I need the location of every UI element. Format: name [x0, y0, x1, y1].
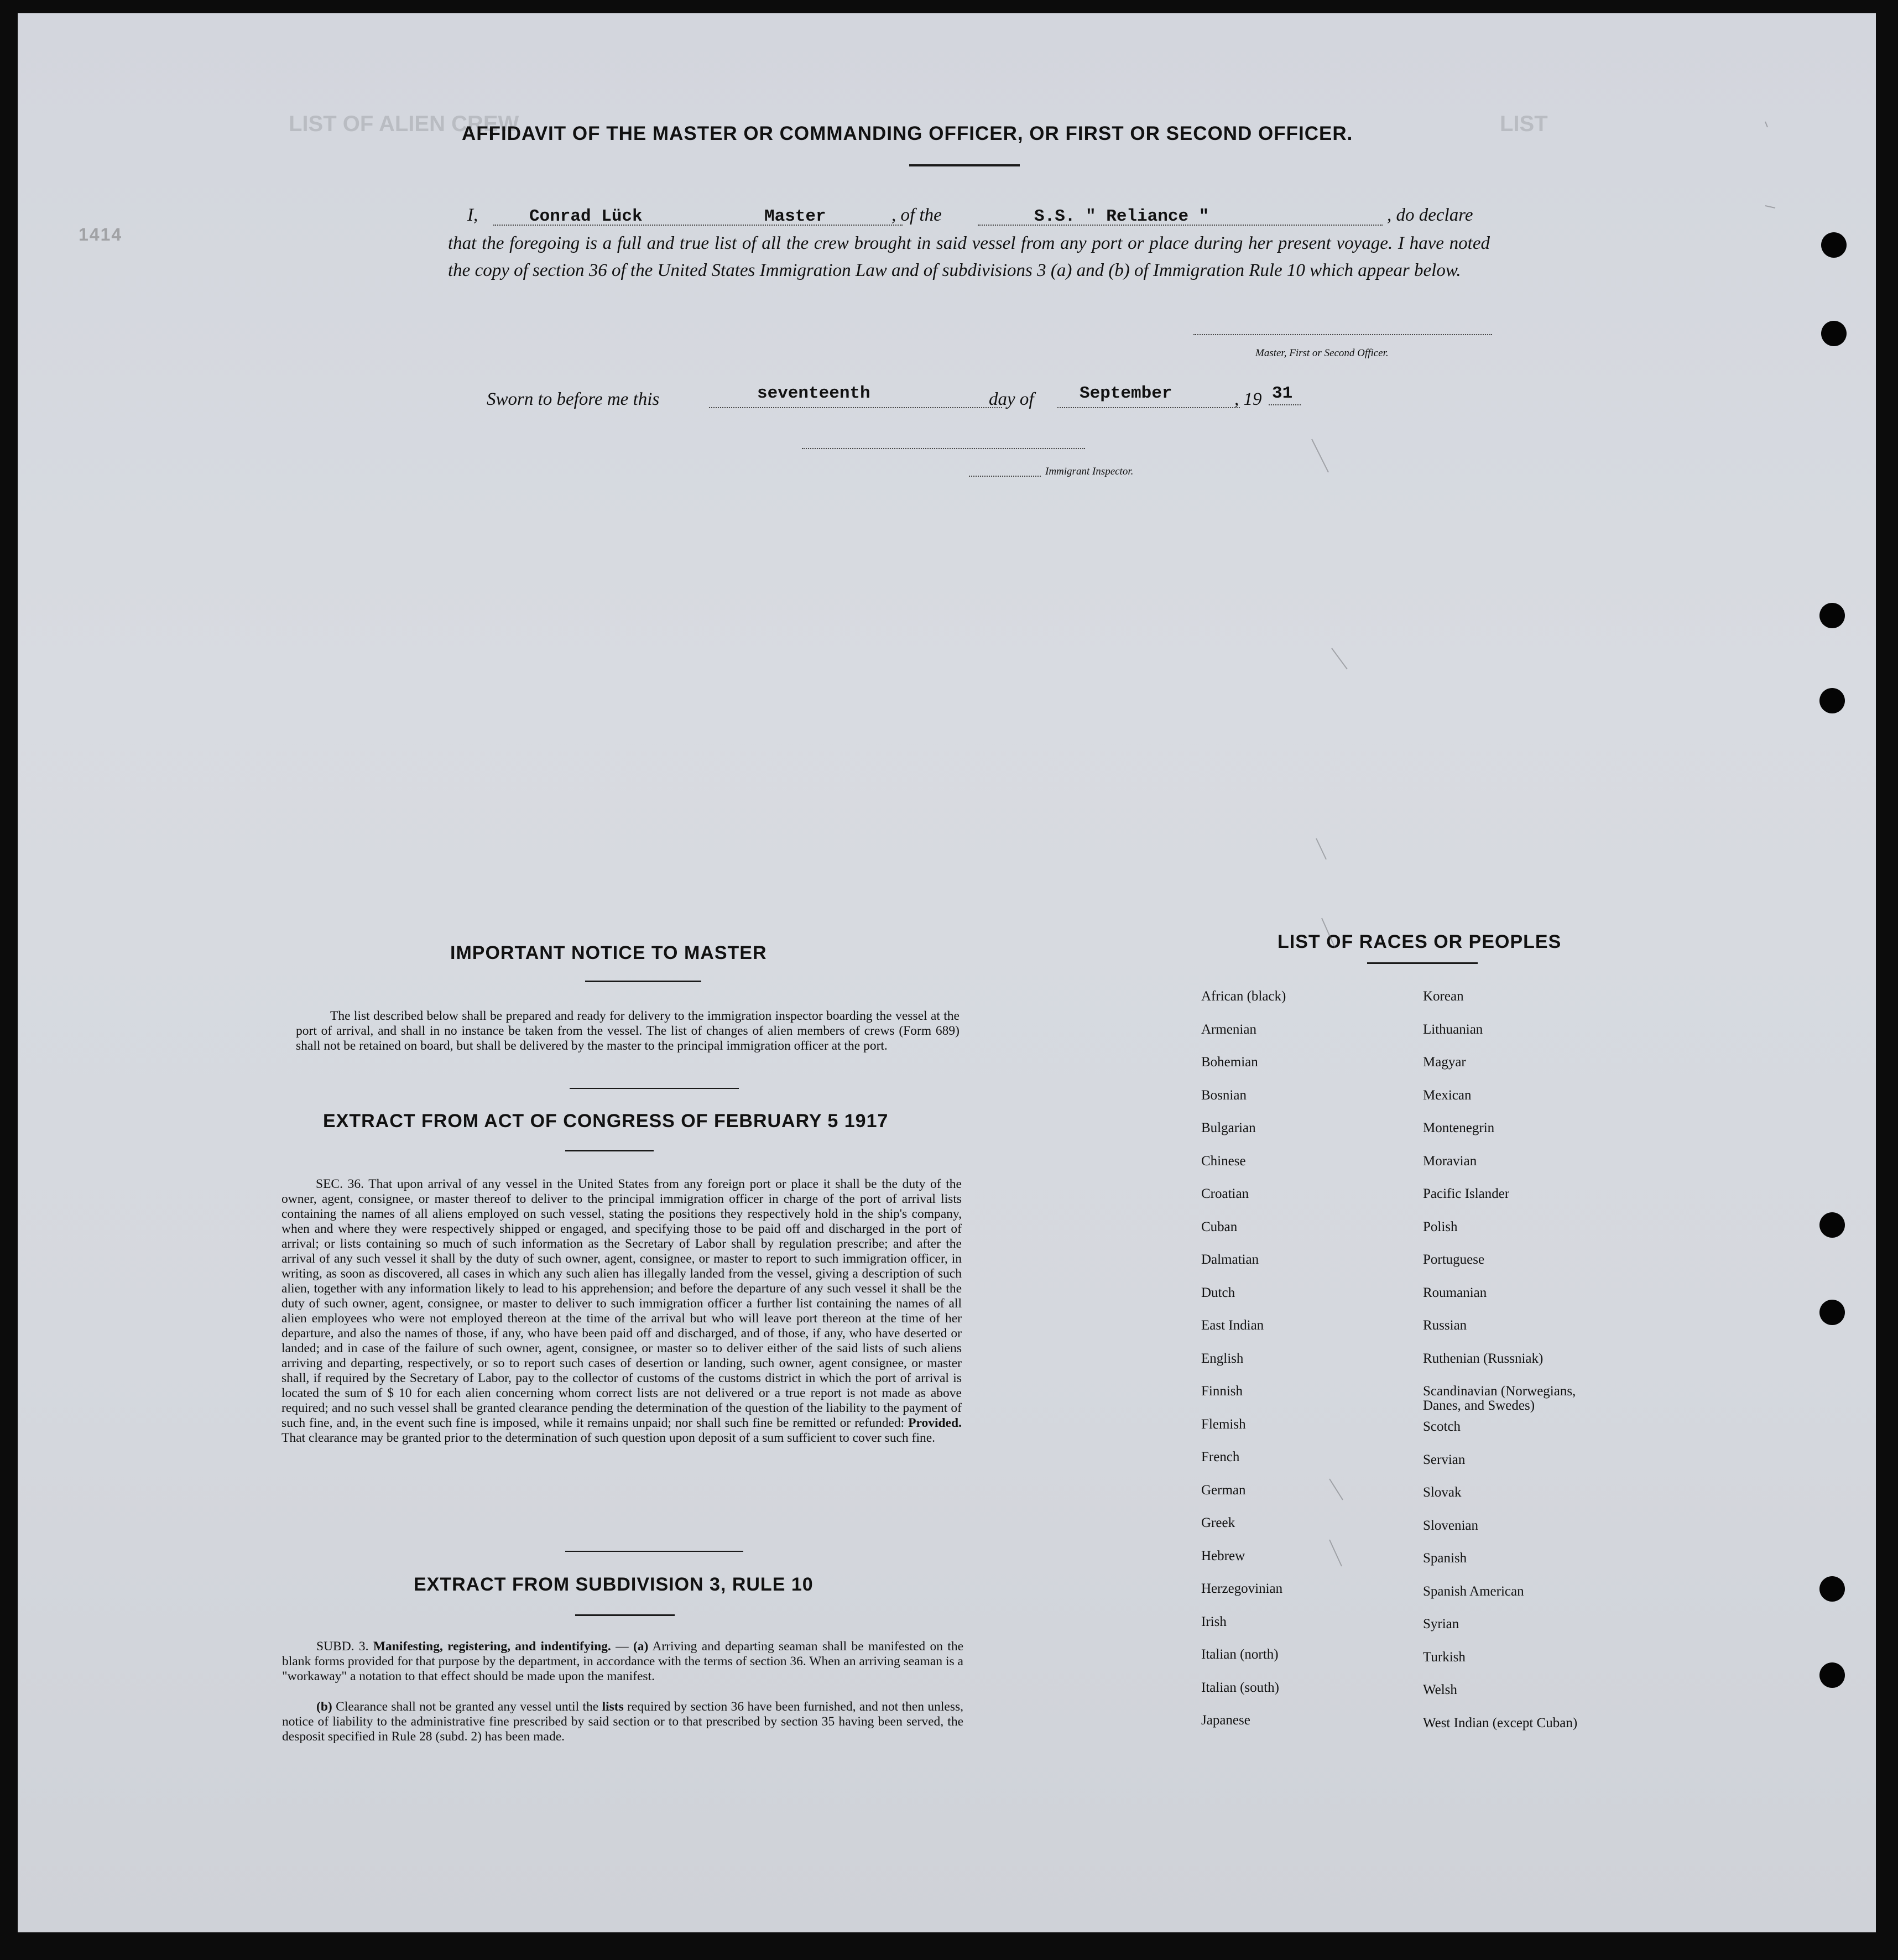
subd-heading: Manifesting, registering, and indentifying. — [373, 1639, 611, 1654]
race-entry: Welsh — [1423, 1682, 1457, 1697]
race-entry: Bohemian — [1201, 1055, 1258, 1070]
race-entry: Dutch — [1201, 1285, 1235, 1300]
punch-hole — [1819, 603, 1845, 628]
race-entry: Finnish — [1201, 1384, 1243, 1399]
race-entry: Herzegovinian — [1201, 1581, 1283, 1596]
inspector-label: Immigrant Inspector. — [1045, 466, 1134, 477]
sworn-text: Sworn to before me this — [487, 389, 660, 409]
punch-hole — [1819, 1300, 1845, 1325]
race-entry: Spanish — [1423, 1551, 1467, 1566]
race-entry: Roumanian — [1423, 1285, 1487, 1300]
subd-b-text-2: required by section 36 have been furnished, and not then unless, notice of liability to the administrative fine prescribed by said section or to that prescribed by section 35 having been served, the desposit specified in Rule 28 (subd. 2) has been made. — [282, 1700, 964, 1744]
punch-hole — [1821, 232, 1847, 258]
punch-hole — [1819, 1662, 1845, 1688]
race-entry: Chinese — [1201, 1153, 1246, 1169]
race-entry: Mexican — [1423, 1087, 1472, 1103]
race-entry: Turkish — [1423, 1649, 1466, 1665]
race-entry: Japanese — [1201, 1713, 1250, 1728]
punch-hole — [1821, 321, 1847, 346]
bleed-through-text-right: LIST — [1500, 112, 1548, 136]
subd-b-text-1: Clearance shall not be granted any vessel until the — [336, 1700, 599, 1714]
race-entry: Croatian — [1201, 1186, 1249, 1201]
subd-prefix: SUBD. 3. — [316, 1639, 369, 1654]
pencil-marks — [18, 13, 1876, 1932]
race-entry: French — [1201, 1450, 1240, 1464]
subd-b-label: (b) — [316, 1700, 332, 1714]
subd-b-bold: lists — [602, 1700, 624, 1714]
race-entry: German — [1201, 1482, 1246, 1498]
race-entry: Flemish — [1201, 1416, 1246, 1432]
notice-body: The list described below shall be prepared and ready for delivery to the immigration inspector boarding the vessel at the port of arrival, and shall in no instance be taken from the vessel. The list of changes of alien members of crews (Form 689) shall not be retained on board, but shall be delivered by the master to the principal immigration officer at the port. — [296, 1009, 960, 1053]
race-entry: Pacific Islander — [1423, 1186, 1510, 1201]
year-prefix: , 19 — [1234, 389, 1262, 409]
race-entry: Slovenian — [1423, 1518, 1478, 1533]
do-declare-text: , do declare — [1387, 205, 1473, 225]
race-entry: Italian (north) — [1201, 1647, 1279, 1662]
race-entry: Slovak — [1423, 1485, 1462, 1500]
race-entry: Bosnian — [1201, 1087, 1247, 1103]
margin-mark: 1414 — [79, 225, 123, 244]
race-entry: Greek — [1201, 1515, 1235, 1530]
race-entry: African (black) — [1201, 989, 1286, 1004]
race-entry: Spanish American — [1423, 1583, 1524, 1599]
race-entry: Montenegrin — [1423, 1120, 1495, 1135]
master-name: Conrad Lück — [529, 207, 643, 226]
race-entry: Moravian — [1423, 1153, 1477, 1169]
act-extract-title: EXTRACT FROM ACT OF CONGRESS OF FEBRUARY 5 1917 — [323, 1111, 889, 1132]
act-body-part-2: That clearance may be granted prior to the determination of such question upon deposit of a sum sufficient to cover such fine. — [281, 1431, 936, 1445]
rule-extract-title: EXTRACT FROM SUBDIVISION 3, RULE 10 — [414, 1574, 814, 1595]
race-entry: Irish — [1201, 1614, 1227, 1629]
race-entry: Cuban — [1201, 1219, 1238, 1234]
race-entry: Korean — [1423, 989, 1464, 1004]
race-entry: Dalmatian — [1201, 1252, 1259, 1267]
act-body-part-1: SEC. 36. That upon arrival of any vessel in the United States from any foreign port or place it shall be the duty of the owner, agent, consignee, or master thereof to deliver to the principal immigration officer in charge of the port of arrival lists containing the names of all aliens employed on such vessel, stating the positions they respectively hold in the ship's company, when and where they were respectively shipped or engaged, and specifying those to be paid off and discharged in the port of arrival; or lists containing so much of such information as the Secretary of Labor shall by regulation prescribe; and after the arrival of any such vessel it shall by the duty of such owner, agent, consignee, or master to report to such immigration officer, in writing, as soon as discovered, all cases in which any such alien has illegally landed from the vessel, giving a description of such alien, together with any information likely to lead to his apprehension; and before the departure of any such vessel it shall be the duty of such owner, agent, consignee, or master to deliver to such immigration officer a further list containing the names of all alien employees who were not employed thereon at the time of the arrival but who will leave port thereon at the time of her departure, and also the names of those, if any, who have been paid off and discharged, and of those, if any, who have deserted or landed; and in case of the failure of such owner, agent, consignee, or master so to deliver either of the said lists of such aliens arriving and departing, respectively, or so to report such cases of desertion or landing, such owner, agent consignee, or master shall, if required by the Secretary of Labor, pay to the collector of customs of the customs district in which the port of arrival is located the sum of $ 10 for each alien concerning whom correct lists are not delivered or a true report is not made as above required; and no such vessel shall be granted clearance pending the determination of the question of the liability to the payment of such fine, and, in the event such fine is imposed, while it remains unpaid; nor shall such fine be remitted or refunded: — [281, 1177, 962, 1430]
day-of-text: day of — [989, 389, 1034, 409]
races-title: LIST OF RACES OR PEOPLES — [1278, 931, 1562, 952]
punch-hole — [1819, 688, 1845, 713]
of-the-text: , of the — [891, 205, 942, 225]
notice-title: IMPORTANT NOTICE TO MASTER — [450, 942, 767, 963]
race-entry: West Indian (except Cuban) — [1423, 1715, 1578, 1730]
race-entry: Magyar — [1423, 1055, 1466, 1070]
subd-a-label: (a) — [633, 1639, 649, 1654]
provided-word: Provided. — [908, 1416, 962, 1430]
race-entry: East Indian — [1201, 1318, 1264, 1333]
affidavit-prefix: I, — [467, 205, 478, 225]
document-page — [18, 13, 1876, 1932]
punch-hole — [1819, 1212, 1845, 1238]
affidavit-body: that the foregoing is a full and true list of all the crew brought in said vessel from any port or place during her present voyage. I have noted the copy of section 36 of the United States Immigration Law and of subdivisions 3 (a) and (b) of Immigration Rule 10 which appear below. — [448, 233, 1490, 280]
year-suffix: 31 — [1272, 384, 1293, 403]
signature-label: Master, First or Second Officer. — [1255, 347, 1389, 359]
vessel-name: S.S. " Reliance " — [1034, 207, 1209, 226]
race-entry: English — [1201, 1351, 1244, 1366]
race-entry: Ruthenian (Russniak) — [1423, 1351, 1544, 1366]
master-rank: Master — [764, 207, 826, 226]
race-entry: Italian (south) — [1201, 1680, 1279, 1695]
race-entry: Bulgarian — [1201, 1120, 1256, 1135]
race-entry: Portuguese — [1423, 1252, 1485, 1267]
sworn-month: September — [1080, 384, 1172, 403]
race-entry: Polish — [1423, 1219, 1458, 1234]
sworn-day: seventeenth — [757, 384, 870, 403]
race-entry: Syrian — [1423, 1617, 1459, 1631]
affidavit-title: AFFIDAVIT OF THE MASTER OR COMMANDING OFFICER, OR FIRST OR SECOND OFFICER. — [462, 123, 1353, 144]
bleed-through-text: LIST OF ALIEN CREW — [289, 112, 519, 136]
race-entry: Lithuanian — [1423, 1021, 1483, 1037]
subd-dash: — — [611, 1639, 633, 1654]
race-entry: Scandinavian (Norwegians, Danes, and Swedes) — [1423, 1384, 1576, 1413]
race-entry: Russian — [1423, 1318, 1467, 1333]
race-entry: Scotch — [1423, 1419, 1461, 1434]
race-entry: Armenian — [1201, 1021, 1256, 1037]
race-entry: Servian — [1423, 1452, 1466, 1467]
race-entry: Hebrew — [1201, 1548, 1245, 1563]
subd-a-text: Arriving and departing seaman shall be manifested on the blank forms provided for that purpose by the department, in accordance with the terms of section 36. When an arriving seaman is a "workaway" a notation to that effect should be made upon the manifest. — [282, 1639, 964, 1683]
punch-hole — [1819, 1576, 1845, 1602]
